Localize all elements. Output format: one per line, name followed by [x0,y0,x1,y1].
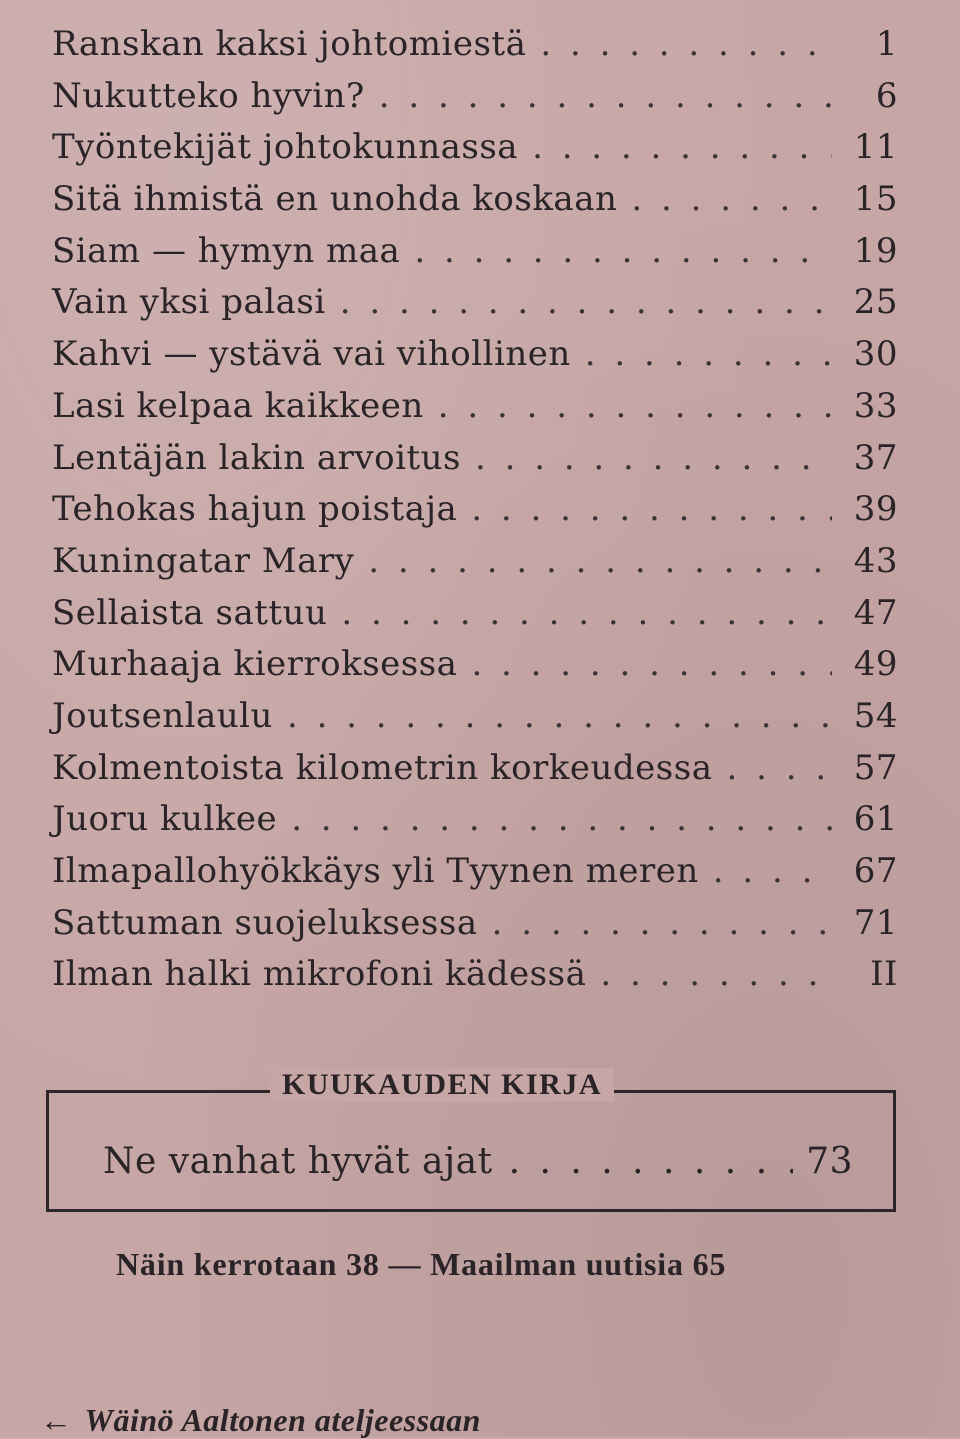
toc-entry-title: Kuningatar Mary [52,540,355,581]
toc-entry [52,644,898,696]
toc-entry-title: Siam — hymyn maa [52,230,401,271]
toc-entry-page: II [870,954,898,995]
toc-entry [52,954,898,1006]
toc-entry [52,438,898,490]
toc-entry [52,231,898,283]
toc-entry-title: Joutsenlaulu [52,695,273,736]
toc-entry-title: Ilman halki mikrofoni kädessä [52,954,587,995]
toc-entry-page: 33 [853,385,898,426]
toc-entry-page: 37 [853,437,898,478]
toc-entry-page: 15 [853,179,898,220]
toc-entry-page: 47 [853,592,898,633]
toc-entry-title: Sitä ihmistä en unohda koskaan [52,179,618,220]
toc-entry-title: Lasi kelpaa kaikkeen [52,385,424,426]
cover-caption [40,1402,481,1439]
toc-dot-leader [631,179,832,219]
toc-entry-page: 49 [853,644,898,685]
toc-entry-page: 25 [853,282,898,323]
book-of-the-month-box [46,1090,896,1212]
book-of-the-month-title: Ne vanhat hyvät ajat [103,1141,493,1182]
table-of-contents [52,24,898,1006]
toc-entry [52,76,898,128]
toc-entry [52,851,898,903]
toc-dot-leader [471,489,832,529]
toc-dot-leader [540,24,832,64]
toc-dot-leader [475,438,832,478]
toc-entry-title: Tehokas hajun poistaja [52,489,458,530]
toc-dot-leader [341,593,832,633]
toc-entry-page: 39 [853,489,898,530]
toc-entry [52,127,898,179]
toc-entry-title: Juoru kulkee [52,799,278,840]
toc-dot-leader [600,954,832,994]
toc-dot-leader [585,334,832,374]
toc-dot-leader [492,903,832,943]
toc-entry [52,593,898,645]
toc-entry-page: 43 [853,540,898,581]
toc-entry [52,541,898,593]
toc-entry-title: Vain yksi palasi [52,282,326,323]
toc-entry-title: Nukutteko hyvin? [52,75,365,116]
toc-dot-leader [414,231,832,271]
book-of-the-month-entry [103,1141,853,1182]
toc-entry [52,489,898,541]
toc-dot-leader [438,386,832,426]
toc-entry [52,179,898,231]
toc-entry-page: 71 [853,902,898,943]
toc-dot-leader [340,282,832,322]
toc-entry [52,334,898,386]
left-arrow-icon: ← [40,1402,73,1438]
toc-dot-leader [379,76,832,116]
toc-dot-leader [713,851,832,891]
toc-entry-title: Ilmapallohyökkäys yli Tyynen meren [52,851,699,891]
toc-entry-page: 19 [853,230,898,271]
toc-entry-title: Sellaista sattuu [52,592,328,633]
toc-entry [52,799,898,851]
toc-entry [52,386,898,438]
toc-entry [52,282,898,334]
toc-entry [52,696,898,748]
toc-entry [52,903,898,955]
toc-dot-leader [291,799,832,839]
toc-entry-page: 30 [853,334,898,375]
toc-entry-title: Kolmentoista kilometrin korkeudessa [52,747,713,788]
cover-caption-text: Wäinö Aaltonen ateljeessaan [84,1402,481,1438]
regular-sections-line: Näin kerrotaan 38 — Maailman uutisia 65 [116,1246,727,1282]
toc-entry-title: Kahvi — ystävä vai vihollinen [52,334,571,375]
toc-entry-title: Työntekijät johtokunnassa [52,127,519,168]
toc-entry [52,748,898,800]
toc-entry-title: Lentäjän lakin arvoitus [52,437,461,478]
toc-entry-page: 61 [853,799,898,840]
toc-entry-page: 1 [875,24,898,64]
toc-entry-title: Ranskan kaksi johtomiestä [52,24,527,64]
book-of-the-month-page: 73 [806,1141,853,1182]
toc-dot-leader [287,696,832,736]
book-of-the-month-heading: KUUKAUDEN KIRJA [270,1068,614,1102]
toc-dot-leader [509,1141,793,1182]
toc-entry-title: Sattuman suojeluksessa [52,902,478,943]
toc-entry-page: 6 [875,75,898,116]
toc-dot-leader [532,127,832,167]
toc-entry [52,24,898,76]
toc-entry-page: 11 [853,127,898,168]
toc-entry-page: 67 [853,851,898,891]
toc-dot-leader [726,748,832,788]
toc-entry-page: 54 [853,695,898,736]
toc-entry-page: 57 [853,747,898,788]
toc-dot-leader [368,541,832,581]
toc-entry-title: Murhaaja kierroksessa [52,644,458,685]
toc-dot-leader [471,644,832,684]
